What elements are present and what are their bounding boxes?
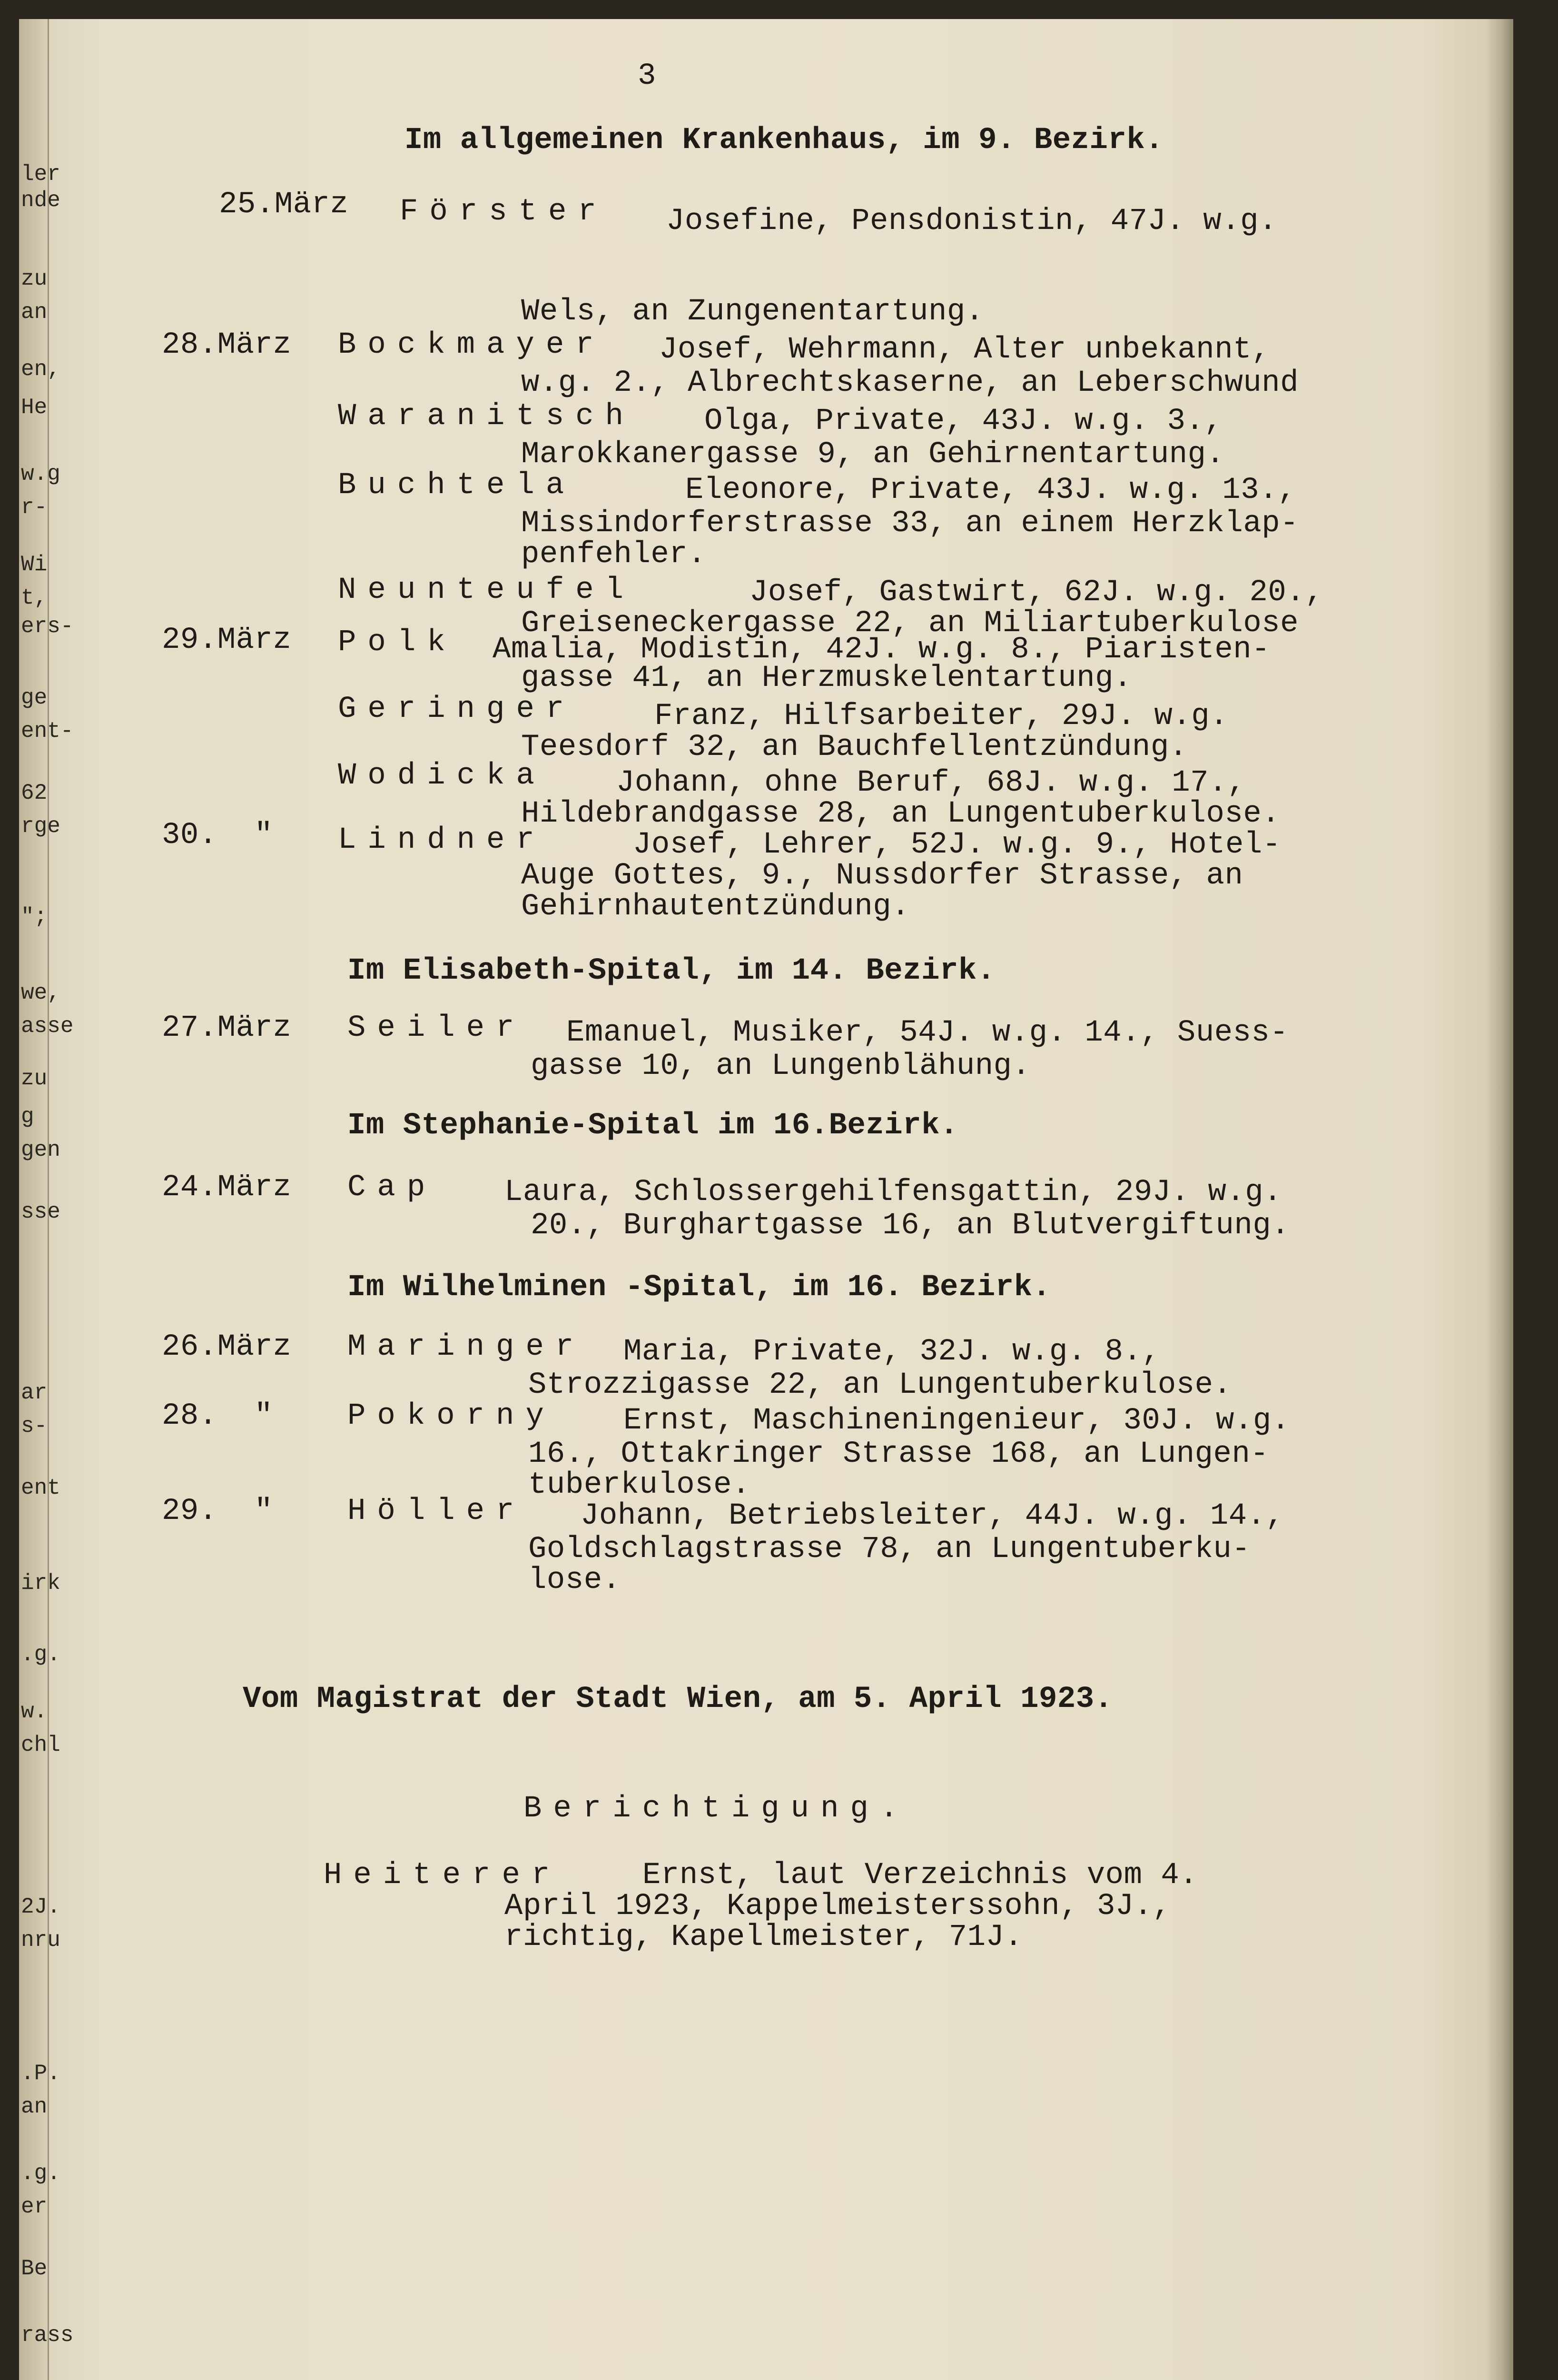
entry-date: 28.März [162,328,292,362]
entry-surname: Lindner [338,823,546,857]
correction-surname: Heiterer [324,1858,562,1893]
entry-date: 28. " [162,1399,273,1433]
entry-line: Maria, Private, 32J. w.g. 8., [623,1335,1161,1369]
entry-line: tuberkulose. [528,1468,750,1502]
margin-fragment: ent- [21,719,74,744]
section-heading: Im Wilhelminen -Spital, im 16. Bezirk. [347,1270,1051,1305]
entry-surname: Wodicka [338,759,546,793]
margin-fragment: an [21,300,48,325]
entry-line: Olga, Private, 43J. w.g. 3., [704,404,1223,438]
margin-fragment: rass [21,2323,74,2348]
section-heading: Im allgemeinen Krankenhaus, im 9. Bezirk. [404,123,1164,158]
margin-fragment: "; [21,904,48,929]
entry-surname: Buchtela [338,468,576,503]
section-heading: Im Stephanie-Spital im 16.Bezirk. [347,1109,958,1143]
margin-fragment: r- [21,495,48,520]
entry-date: 29.März [162,623,292,657]
margin-fragment: sse [21,1200,60,1224]
margin-fragment: zu [21,267,48,291]
margin-fragment: ge [21,685,48,710]
entry-line: Greiseneckergasse 22, an Miliartuberkulose [521,606,1299,641]
entry-line: Marokkanergasse 9, an Gehirnentartung. [521,437,1225,472]
margin-fragment: t, [21,585,48,610]
document-page [19,19,1513,2380]
margin-fragment: ent [21,1476,60,1500]
entry-line: w.g. 2., Albrechtskaserne, an Leberschwund [521,366,1299,400]
margin-fragment: Be [21,2256,48,2281]
margin-fragment: en, [21,357,60,382]
margin-fragment: ers- [21,614,74,639]
margin-fragment: nde [21,188,60,213]
entry-date: 27.März [162,1011,292,1045]
margin-fragment: er [21,2194,48,2219]
margin-fragment: gen [21,1138,60,1162]
entry-surname: Maringer [347,1330,585,1364]
page-number: 3 [638,59,656,93]
correction-line: richtig, Kapellmeister, 71J. [504,1920,1023,1954]
entry-surname: Förster [400,195,608,229]
entry-line: Eleonore, Private, 43J. w.g. 13., [685,473,1296,507]
entry-date: 29. " [162,1494,273,1528]
margin-fragment: rge [21,814,60,839]
entry-surname: Neunteufel [338,573,635,607]
margin-fragment: .P. [21,2061,60,2086]
entry-surname: Pokorny [347,1399,555,1433]
adjacent-page-edge [19,19,74,2380]
entry-surname: Waranitsch [338,399,635,434]
page-stack-edge [1485,19,1513,2380]
entry-line: Amalia, Modistin, 42J. w.g. 8., Piaristen- [493,633,1271,667]
entry-line: Laura, Schlossergehilfensgattin, 29J. w.g. [504,1175,1282,1210]
margin-fragment: an [21,2094,48,2119]
margin-fragment: 2J. [21,1894,60,1919]
entry-line: Teesdorf 32, an Bauchfellentzündung. [521,730,1188,764]
entry-line: 20., Burghartgasse 16, an Blutvergiftung. [531,1209,1290,1243]
margin-fragment: we, [21,981,60,1005]
entry-line: Hildebrandgasse 28, an Lungentuberkulose. [521,797,1281,831]
entry-line: Josefine, Pensdonistin, 47J. w.g. [666,204,1277,238]
entry-line: Goldschlagstrasse 78, an Lungentuberku- [528,1532,1251,1567]
entry-date: 26.März [162,1330,292,1364]
entry-line: Johann, Betriebsleiter, 44J. w.g. 14., [581,1499,1284,1533]
entry-line: gasse 41, an Herzmuskelentartung. [521,661,1132,695]
margin-fragment: s- [21,1414,48,1438]
closing-line: Vom Magistrat der Stadt Wien, am 5. April 1923. [243,1682,1113,1716]
margin-fragment: g [21,1104,34,1129]
entry-line: Emanuel, Musiker, 54J. w.g. 14., Suess- [566,1016,1289,1050]
entry-line: Ernst, Maschineningenieur, 30J. w.g. [623,1404,1290,1438]
margin-fragment: zu [21,1066,48,1091]
entry-date: 24.März [162,1170,292,1205]
margin-fragment: 62 [21,781,48,805]
entry-line: Josef, Gastwirt, 62J. w.g. 20., [749,575,1324,610]
entry-line: Auge Gottes, 9., Nussdorfer Strasse, an [521,859,1243,893]
section-heading: Im Elisabeth-Spital, im 14. Bezirk. [347,954,996,988]
margin-fragment: .g. [21,2161,60,2186]
entry-line: Strozzigasse 22, an Lungentuberkulose. [528,1368,1232,1402]
entry-line: Franz, Hilfsarbeiter, 29J. w.g. [654,699,1229,734]
margin-fragment: asse [21,1014,74,1039]
entry-line: lose. [528,1563,621,1597]
entry-surname: Höller [347,1494,526,1528]
margin-fragment: ler [21,162,60,187]
entry-line: 16., Ottakringer Strasse 168, an Lungen- [528,1437,1269,1471]
entry-line: Josef, Lehrer, 52J. w.g. 9., Hotel- [633,828,1281,862]
margin-fragment: Wi [21,552,48,577]
entry-line: gasse 10, an Lungenblähung. [531,1049,1031,1083]
entry-date: 25.März [219,188,349,222]
entry-line: Josef, Wehrmann, Alter unbekannt, [659,333,1270,367]
margin-fragment: irk [21,1571,60,1596]
entry-line: Gehirnhautentzündung. [521,890,910,924]
margin-fragment: nru [21,1928,60,1953]
margin-fragment: He [21,395,48,420]
margin-fragment: .g. [21,1642,60,1667]
entry-line: penfehler. [521,537,707,572]
entry-surname: Cap [347,1170,437,1205]
entry-surname: Polk [338,625,457,660]
entry-surname: Geringer [338,692,576,726]
correction-line: April 1923, Kappelmeisterssohn, 3J., [504,1889,1171,1924]
entry-surname: Seiler [347,1011,526,1045]
margin-fragment: w.g [21,462,60,486]
margin-fragment: ar [21,1380,48,1405]
margin-fragment: w. [21,1699,48,1724]
entry-surname: Bockmayer [338,328,605,362]
margin-fragment: chl [21,1733,60,1757]
entry-line: Wels, an Zungenentartung. [521,295,984,329]
entry-date: 30. " [162,818,273,853]
correction-line: Ernst, laut Verzeichnis vom 4. [642,1858,1198,1893]
entry-line: Johann, ohne Beruf, 68J. w.g. 17., [616,766,1246,800]
correction-heading: Berichtigung. [523,1792,910,1826]
entry-line: Missindorferstrasse 33, an einem Herzklap- [521,506,1299,541]
